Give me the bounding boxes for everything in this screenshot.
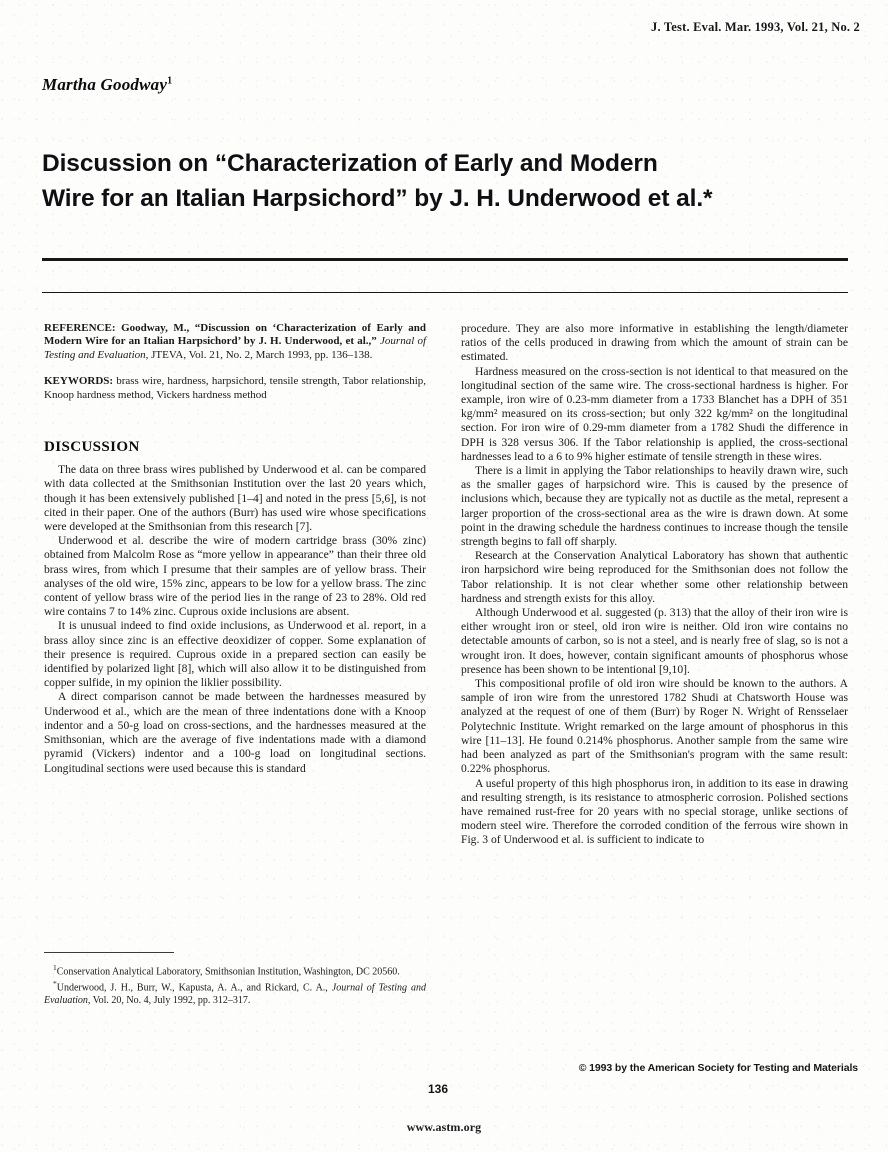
- footnote-source-journal: Journal of Testing and Evaluation: [44, 982, 427, 1006]
- page-title: [42, 146, 852, 216]
- reference-label: REFERENCE:: [44, 322, 116, 334]
- footnote-separator-rule: [44, 952, 174, 953]
- reference-citation: Goodway, M., “Discussion on ‘Characterization of Early and Modern Wire for an Italian Harpsichord’ by J. H. Underwood, et al.,”: [44, 322, 426, 348]
- paragraph: Research at the Conservation Analytical Laboratory has shown that authentic iron harpsichord wire being reproduced for the Smithsonian does not follow the Tabor relationship. It is not clear whether some other relationship between hardness and strength exists for this alloy.: [461, 549, 848, 605]
- footnotes-block: [44, 962, 426, 1007]
- paragraph: It is unusual indeed to find oxide inclusions, as Underwood et al. report, in a brass alloy since zinc is an effective deoxidizer of copper. Some explanation of their presence is required. Cuprous oxide in a prepared section can easily be identified by polarized light [8], which will also allow it to be distinguished from copper sulfide, in my opinion the liklier possibility.: [44, 619, 426, 690]
- keywords-list: brass wire, hardness, harpsichord, tensile strength, Tabor relationship, Knoop hardness method, Vickers hardness method: [44, 375, 427, 401]
- reference-tail: , JTEVA, Vol. 21, No. 2, March 1993, pp. 136–138.: [145, 348, 373, 361]
- paragraph: There is a limit in applying the Tabor relationships to heavily drawn wire, such as the smaller gages of harpsichord wire. This is caused by the presence of inclusions which, because they are typically not as ductile as the metal, represent a larger proportion of the cross-sectional area as the wire is drawn down. At some point in the drawing schedule the hardness continues to increase though the tensile strength begins to fall off sharply.: [461, 464, 848, 549]
- reference-journal: Journal of Testing and Evaluation: [44, 335, 427, 361]
- section-heading-discussion: DISCUSSION: [44, 439, 140, 456]
- paragraph: This compositional profile of old iron wire should be known to the authors. A sample of iron wire from the unrestored 1782 Shudi at Chatsworth House was analyzed at the request of one of them (Burr) by Roger N. Wright of Rensselaer Polytechnic Institute. Wright remarked on the large amount of phosphorus in this wire [11–13]. He found 0.214% phosphorus. Another sample from the same wire had been analyzed as part of the Smithsonian's program with the same result: 0.22% phosphorus.: [461, 677, 848, 776]
- column-right: [461, 322, 848, 848]
- footnote-source: [44, 978, 426, 1006]
- paragraph: Although Underwood et al. suggested (p. 313) that the alloy of their iron wire is either wrought iron or steel, old iron wire is neither. Old iron wire contains no detectable amounts of carbon, so is not a steel, and is nearly free of slag, so is not a wrought iron. It does, however, contain significant amounts of phosphorus whose presence has been shown to be intentional [9,10].: [461, 606, 848, 676]
- footnote-source-tail: , Vol. 20, No. 4, July 1992, pp. 312–317.: [87, 994, 251, 1006]
- reference-block: [44, 322, 426, 362]
- author-byline: [42, 75, 172, 95]
- running-head: J. Test. Eval. Mar. 1993, Vol. 21, No. 2: [651, 20, 860, 34]
- title-line-2: Wire for an Italian Harpsichord” by J. H. Underwood et al.*: [42, 185, 713, 212]
- astm-watermark: www.astm.org: [406, 1120, 482, 1134]
- paragraph: A direct comparison cannot be made between the hardnesses measured by Underwood et al., which are the mean of three indentations done with a Knoop indentor and a 50-g load on cross-sections, and the hardnesses measured at the Smithsonian, which are the average of five indentations made with a diamond pyramid (Vickers) indentor and a 100-g load on longitudinal sections. Longitudinal sections were used because this is standard: [44, 690, 426, 775]
- author-name: Martha Goodway: [42, 75, 168, 94]
- title-rule-thin: [42, 292, 848, 293]
- footnote-affiliation: [44, 962, 426, 978]
- keywords-block: [44, 375, 426, 402]
- paragraph: Underwood et al. describe the wire of modern cartridge brass (30% zinc) obtained from Malcolm Rose as “more yellow in appearance” than their three old brass wires, from which I presume that their samples are of yellow brass. Their analyses of the old wire, 15% zinc, appears to be low for a yellow brass. The zinc content of yellow brass wire of the period lies in the range of 23 to 28%. Old red wire contains 7 to 14% zinc. Cuprous oxide inclusions are absent.: [44, 534, 426, 619]
- paragraph: procedure. They are also more informative in establishing the length/diameter ratios of the cells produced in drawing from which the amount of strain can be estimated.: [461, 322, 848, 364]
- page-number: 136: [428, 1082, 449, 1096]
- author-footnote-marker: 1: [167, 75, 173, 87]
- footnote-source-marker: *: [53, 979, 57, 989]
- paragraph: A useful property of this high phosphorus iron, in addition to its ease in drawing and resulting strength, is its resistance to atmospheric corrosion. Polished sections have remained rust-free for 20 years with no special storage, unlike sections of modern steel wire. Therefore the corroded condition of the ferrous wire shown in Fig. 3 of Underwood et al. is sufficient to indicate to: [461, 776, 848, 847]
- paragraph: The data on three brass wires published by Underwood et al. can be compared with data collected at the Smithsonian Institution over the last 20 years which, though it has been extensively published [1–4] and noted in the press [5,6], is not cited in their paper. One of the authors (Burr) has used wire whose specifications were developed at the Smithsonian from this research [7].: [44, 463, 426, 534]
- title-rule-thick: [42, 258, 848, 261]
- paragraph: Hardness measured on the cross-section is not identical to that measured on the longitudinal section of the same wire. The cross-sectional hardness is higher. For example, iron wire of 0.23-mm diameter from a 1733 Blanchet has a DPH of 351 kg/mm² measured on its cross-section; but only 322 kg/mm² on the longitudinal section. For iron wire of 0.29-mm diameter from a 1782 Shudi the difference in DPH is 328 versus 306. If the Tabor relationship is applied, the cross-sectional hardnesses lead to a 6 to 9% higher estimate of tensile strength in these wires.: [461, 364, 848, 463]
- copyright-notice: © 1993 by the American Society for Testing and Materials: [578, 1062, 858, 1074]
- footnote-affiliation-marker: 1: [53, 963, 57, 972]
- keywords-label: KEYWORDS:: [44, 375, 114, 388]
- footnote-affiliation-text: Conservation Analytical Laboratory, Smithsonian Institution, Washington, DC 20560.: [56, 966, 400, 978]
- title-line-1: Discussion on “Characterization of Early and Modern: [42, 150, 658, 177]
- column-left: [44, 322, 426, 776]
- footnote-source-authors: Underwood, J. H., Burr, W., Kapusta, A. A., and Rickard, C. A.,: [56, 982, 328, 994]
